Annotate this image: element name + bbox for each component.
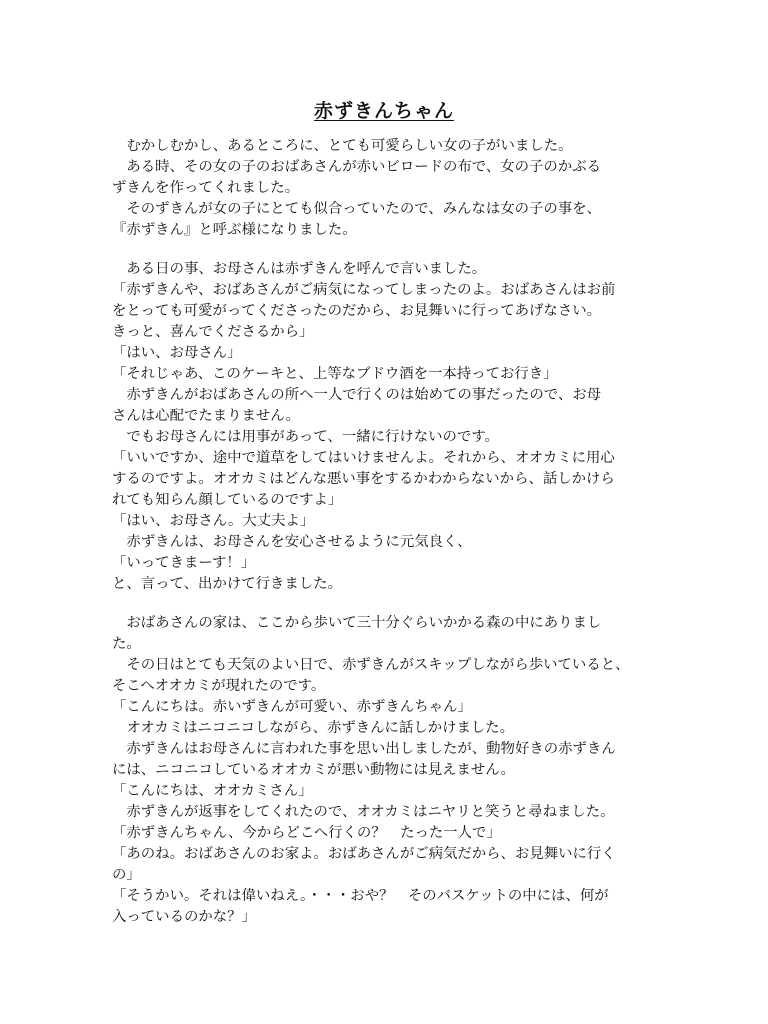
text-line: そこへオオカミが現れたのです。 bbox=[112, 678, 326, 694]
text-line: 「こんにちは。赤いずきんが可愛い、赤ずきんちゃん」 bbox=[112, 699, 472, 715]
text-line: そのずきんが女の子にとても似合っていたので、みんなは女の子の事を、 bbox=[112, 201, 601, 217]
text-line: 「いいですか、途中で道草をしてはいけませんよ。それから、オオカミに用心 bbox=[112, 450, 615, 466]
text-line: するのですよ。オオカミはどんな悪い事をするかわからないから、話しかけら bbox=[112, 471, 615, 487]
text-line: 「あのね。おばあさんのお家よ。おばあさんがご病気だから、お見舞いに行く bbox=[112, 846, 616, 862]
text-line: むかしむかし、あるところに、とても可愛らしい女の子がいました。 bbox=[112, 138, 573, 154]
text-line: 「赤ずきんちゃん、今からどこへ行くの？ たった一人で」 bbox=[112, 825, 501, 841]
text-line: には、ニコニコしているオオカミが悪い動物には見えません。 bbox=[112, 762, 515, 778]
text-line: ある日の事、お母さんは赤ずきんを呼んで言いました。 bbox=[112, 261, 487, 277]
text-line: と、言って、出かけて行きました。 bbox=[112, 576, 342, 592]
text-line: れても知らん顔しているのですよ」 bbox=[112, 492, 343, 508]
text-line: 「はい、お母さん」 bbox=[112, 345, 242, 361]
text-line: 「それじゃあ、このケーキと、上等なブドウ酒を一本持ってお行き」 bbox=[112, 366, 558, 382]
text-line: 「赤ずきんや、おばあさんがご病気になってしまったのよ。おばあさんはお前 bbox=[112, 282, 616, 298]
text-line: 「いってきまーす！」 bbox=[112, 555, 256, 571]
story-body bbox=[112, 136, 660, 928]
text-line: ある時、その女の子のおばあさんが赤いビロードの布で、女の子のかぶる bbox=[112, 159, 601, 175]
text-line: 「こんにちは、オオカミさん」 bbox=[112, 783, 313, 799]
paragraph-gap bbox=[112, 241, 660, 259]
text-line: た。 bbox=[112, 636, 141, 652]
text-line: その日はとても天気のよい日で、赤ずきんがスキップしながら歩いていると、 bbox=[112, 657, 630, 673]
text-line: 赤ずきんがおばあさんの所へ一人で行くのは始めての事だったので、お母 bbox=[112, 387, 601, 403]
text-line: でもお母さんには用事があって、一緒に行けないのです。 bbox=[112, 429, 499, 445]
text-line: 赤ずきんはお母さんに言われた事を思い出しましたが、動物好きの赤ずきん bbox=[112, 741, 616, 757]
text-line: ずきんを作ってくれました。 bbox=[112, 180, 300, 196]
text-line: きっと、喜んでくださるから」 bbox=[112, 324, 314, 340]
text-line: 「はい、お母さん。大丈夫よ」 bbox=[112, 513, 315, 529]
text-line: 赤ずきんが返事をしてくれたので、オオカミはニヤリと笑うと尋ねました。 bbox=[112, 804, 615, 820]
text-line: オオカミはニコニコしながら、赤ずきんに話しかけました。 bbox=[112, 720, 515, 736]
text-line: の」 bbox=[112, 867, 141, 883]
text-line: 「そうかい。それは偉いねえ。・・・おや？ そのバスケットの中には、何が bbox=[112, 888, 609, 904]
page-title: 赤ずきんちゃん bbox=[313, 100, 454, 122]
text-line: 入っているのかな？」 bbox=[112, 909, 256, 925]
text-line: おばあさんの家は、ここから歩いて三十分ぐらいかかる森の中にありまし bbox=[112, 615, 602, 631]
paragraph-gap bbox=[112, 595, 660, 613]
text-line: をとっても可愛がってくださったのだから、お見舞いに行ってあげなさい。 bbox=[112, 303, 601, 319]
text-line: 『赤ずきん』と呼ぶ様になりました。 bbox=[112, 222, 357, 238]
text-line: 赤ずきんは、お母さんを安心させるように元気良く、 bbox=[112, 534, 472, 550]
text-line: さんは心配でたまりません。 bbox=[112, 408, 300, 424]
